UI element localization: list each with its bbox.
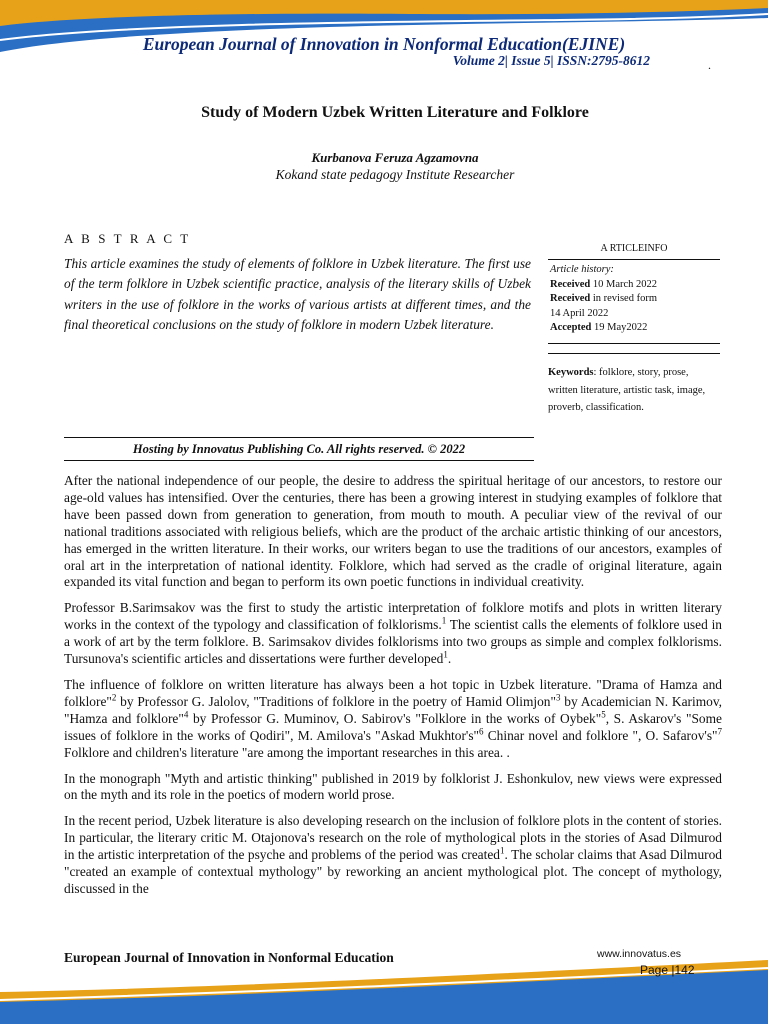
revised-line: [550, 292, 720, 307]
p5-text-a: In the recent period, Uzbek literature is also developing research on the inclusion of folklore plots in the content of stories. In particular, the literary critic M. Otajonova's research on the role of mythological plots in the stories of Asad Dilmurod in the artistic interpretation of the psyche and problems of the period was created: [64, 813, 722, 863]
article-info-heading: A RTICLEINFO: [600, 243, 668, 254]
hosting-divider-bottom: [64, 460, 534, 461]
revised-label: Received: [550, 293, 591, 305]
footnote-ref: 5: [601, 709, 606, 720]
received-label: Received: [550, 278, 591, 290]
p3-text-c: by Academician N. Karimov, "Hamza and folklore": [64, 693, 722, 726]
footnote-ref: 7: [717, 726, 722, 737]
body-paragraph-4: In the monograph "Myth and artistic thinking" published in 2019 by folklorist J. Eshonkulov, new views were expressed on the myth and its role in the poetics of modern world prose.: [64, 770, 722, 803]
footnote-ref: 1: [441, 615, 447, 626]
header-dot: .: [708, 58, 711, 72]
accepted-date: 19 May2022: [594, 322, 648, 334]
article-body: [64, 473, 722, 907]
accepted-line: [550, 321, 720, 336]
revised-text: in revised form: [592, 293, 658, 305]
p5-text-b: . The scholar claims that Asad Dilmurod "created an example of contextual mythology" by reworking an ancient mythological plot. The concept of mythology, discussed in the: [64, 847, 722, 896]
author-affiliation: Kokand state pedagogy Institute Researcher: [275, 167, 515, 182]
body-paragraph-5: [64, 813, 722, 898]
footnote-ref: 2: [111, 692, 117, 703]
p3-text-f: Chinar novel and folklore ", O. Safarov's": [483, 727, 718, 743]
info-divider-top: [548, 259, 720, 260]
p3-text-b: by Professor G. Jalolov, "Traditions of folklore in the poetry of Hamid Olimjon": [116, 693, 556, 709]
journal-title: European Journal of Innovation in Nonformal Education(EJINE): [142, 34, 626, 54]
p3-text-g: Folklore and children's literature "are among the important researches in this area. .: [64, 744, 510, 760]
hosting-divider-top: [64, 437, 534, 438]
info-divider-mid2: [548, 353, 720, 354]
received-date: 10 March 2022: [592, 278, 658, 290]
body-paragraph-1: After the national independence of our people, the desire to address the spiritual heritage of our ancestors, to restore our age-old values has intensified. Over the centuries, there has been a growing interest in studying examples of folklore that have been passed down from generation to generation, from mouth to mouth. A peculiar view of the revival of our national traditions associated with religious beliefs, which are the product of the archaic artistic thinking of our ancestors, has emerged in the written literature. In their works, our writers began to use the traditions of our ancestors, examples of oral art in the interpretation of national identity. Folklore, which had served as the cradle of original literature, again expanded its vital function and began to perform its own poetic functions in individual creativity.: [64, 473, 722, 590]
footnote-ref: 6: [479, 726, 484, 737]
p3-text-a: The influence of folklore on written literature has always been a hot topic in Uzbek literature. "Drama of Hamza and folklore": [64, 676, 722, 709]
received-line: [550, 278, 720, 293]
page-number: Page |142: [640, 963, 695, 977]
footer-journal-name: European Journal of Innovation in Nonformal Education: [64, 950, 394, 965]
footer-website-link[interactable]: www.innovatus.es: [597, 948, 682, 960]
hosting-notice: Hosting by Innovatus Publishing Co. All rights reserved. © 2022: [132, 442, 466, 456]
footnote-ref: 4: [183, 709, 189, 720]
p2-text-c: .: [447, 651, 452, 667]
abstract-heading: A B S T R A C T: [64, 231, 191, 246]
footnote-ref: 1: [443, 649, 448, 660]
keywords-list: : folklore, story, prose, written literature, artistic task, image, proverb, classification.: [548, 367, 706, 413]
p2-text-a: Professor B.Sarimsakov was the first to study the artistic interpretation of folklore motifs and plots in written literary works in the context of the typology and classification of folklorisms.: [64, 600, 722, 633]
body-paragraph-2: [64, 600, 722, 668]
accepted-label: Accepted: [550, 322, 592, 334]
body-paragraph-3: [64, 677, 722, 762]
history-label: Article history:: [550, 264, 614, 275]
keywords-label: Keywords: [548, 367, 594, 378]
p3-text-d: by Professor G. Muminov, O. Sabirov's "Folklore in the works of Oybek": [188, 710, 602, 726]
author-name: Kurbanova Feruza Agzamovna: [311, 150, 479, 165]
info-divider-mid1: [548, 343, 720, 344]
article-title: Study of Modern Uzbek Written Literature and Folklore: [201, 104, 589, 121]
footnote-ref: 1: [499, 845, 505, 856]
abstract-text: This article examines the study of elements of folklore in Uzbek literature. The first use of the term folklore in Uzbek scientific practice, analysis of the literary skills of Uzbek writers in the use of folklore in the works of various artists at different times, and the final theoretical conclusions on the study of folklore in modern Uzbek literature.: [64, 256, 531, 332]
volume-issue-issn: Volume 2| Issue 5| ISSN:2795-8612: [452, 53, 650, 68]
footnote-ref: 3: [555, 692, 561, 703]
keywords-block: [548, 364, 720, 417]
article-history: [550, 263, 720, 336]
p3-text-e: , S. Askarov's "Some issues of folklore in the works of Qodiri", M. Amilova's "Askad Mukhtor's": [64, 710, 722, 743]
p2-text-b: The scientist calls the elements of folklore used in a work of art by the term folklore. B. Sarimsakov divides folklorisms into two groups as simple and complex folklorisms. Tursunova's scientific articles and dissertations were further developed: [64, 617, 722, 667]
revised-date: 14 April 2022: [550, 307, 609, 319]
